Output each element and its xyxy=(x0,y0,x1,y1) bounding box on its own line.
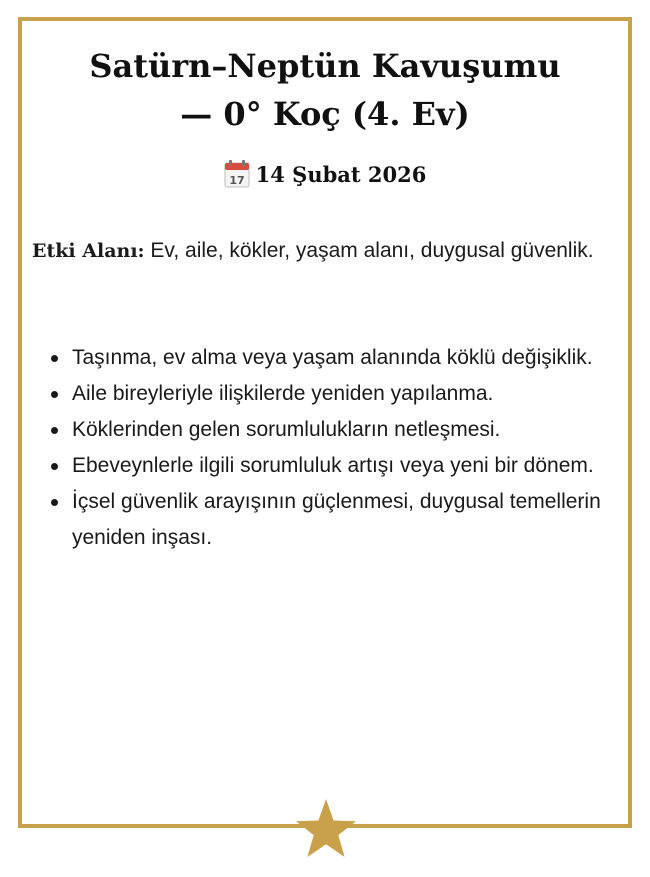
page-title xyxy=(20,42,630,138)
date-row xyxy=(20,158,630,192)
list-item: Aile bireyleriyle ilişkilerde yeniden yapılanma. xyxy=(32,376,607,412)
effect-text: Ev, aile, kökler, yaşam alanı, duygusal güvenlik. xyxy=(144,239,594,262)
effect-area xyxy=(32,232,612,270)
bullet-list xyxy=(32,340,607,556)
date-text: 14 Şubat 2026 xyxy=(255,162,427,187)
list-item: Köklerinden gelen sorumlulukların netleşmesi. xyxy=(32,412,607,448)
calendar-icon-day: 17 xyxy=(228,174,245,187)
title-line-2: — 0° Koç (4. Ev) xyxy=(180,95,470,133)
star-icon xyxy=(293,796,359,862)
effect-label: Etki Alanı: xyxy=(32,240,145,262)
title-line-1: Satürn–Neptün Kavuşumu xyxy=(89,47,561,85)
list-item: İçsel güvenlik arayışının güçlenmesi, duygusal temellerin yeniden inşası. xyxy=(32,484,607,556)
list-item: Ebeveynlerle ilgili sorumluluk artışı veya yeni bir dönem. xyxy=(32,448,607,484)
calendar-icon xyxy=(224,160,250,188)
list-item: Taşınma, ev alma veya yaşam alanında köklü değişiklik. xyxy=(32,340,607,376)
